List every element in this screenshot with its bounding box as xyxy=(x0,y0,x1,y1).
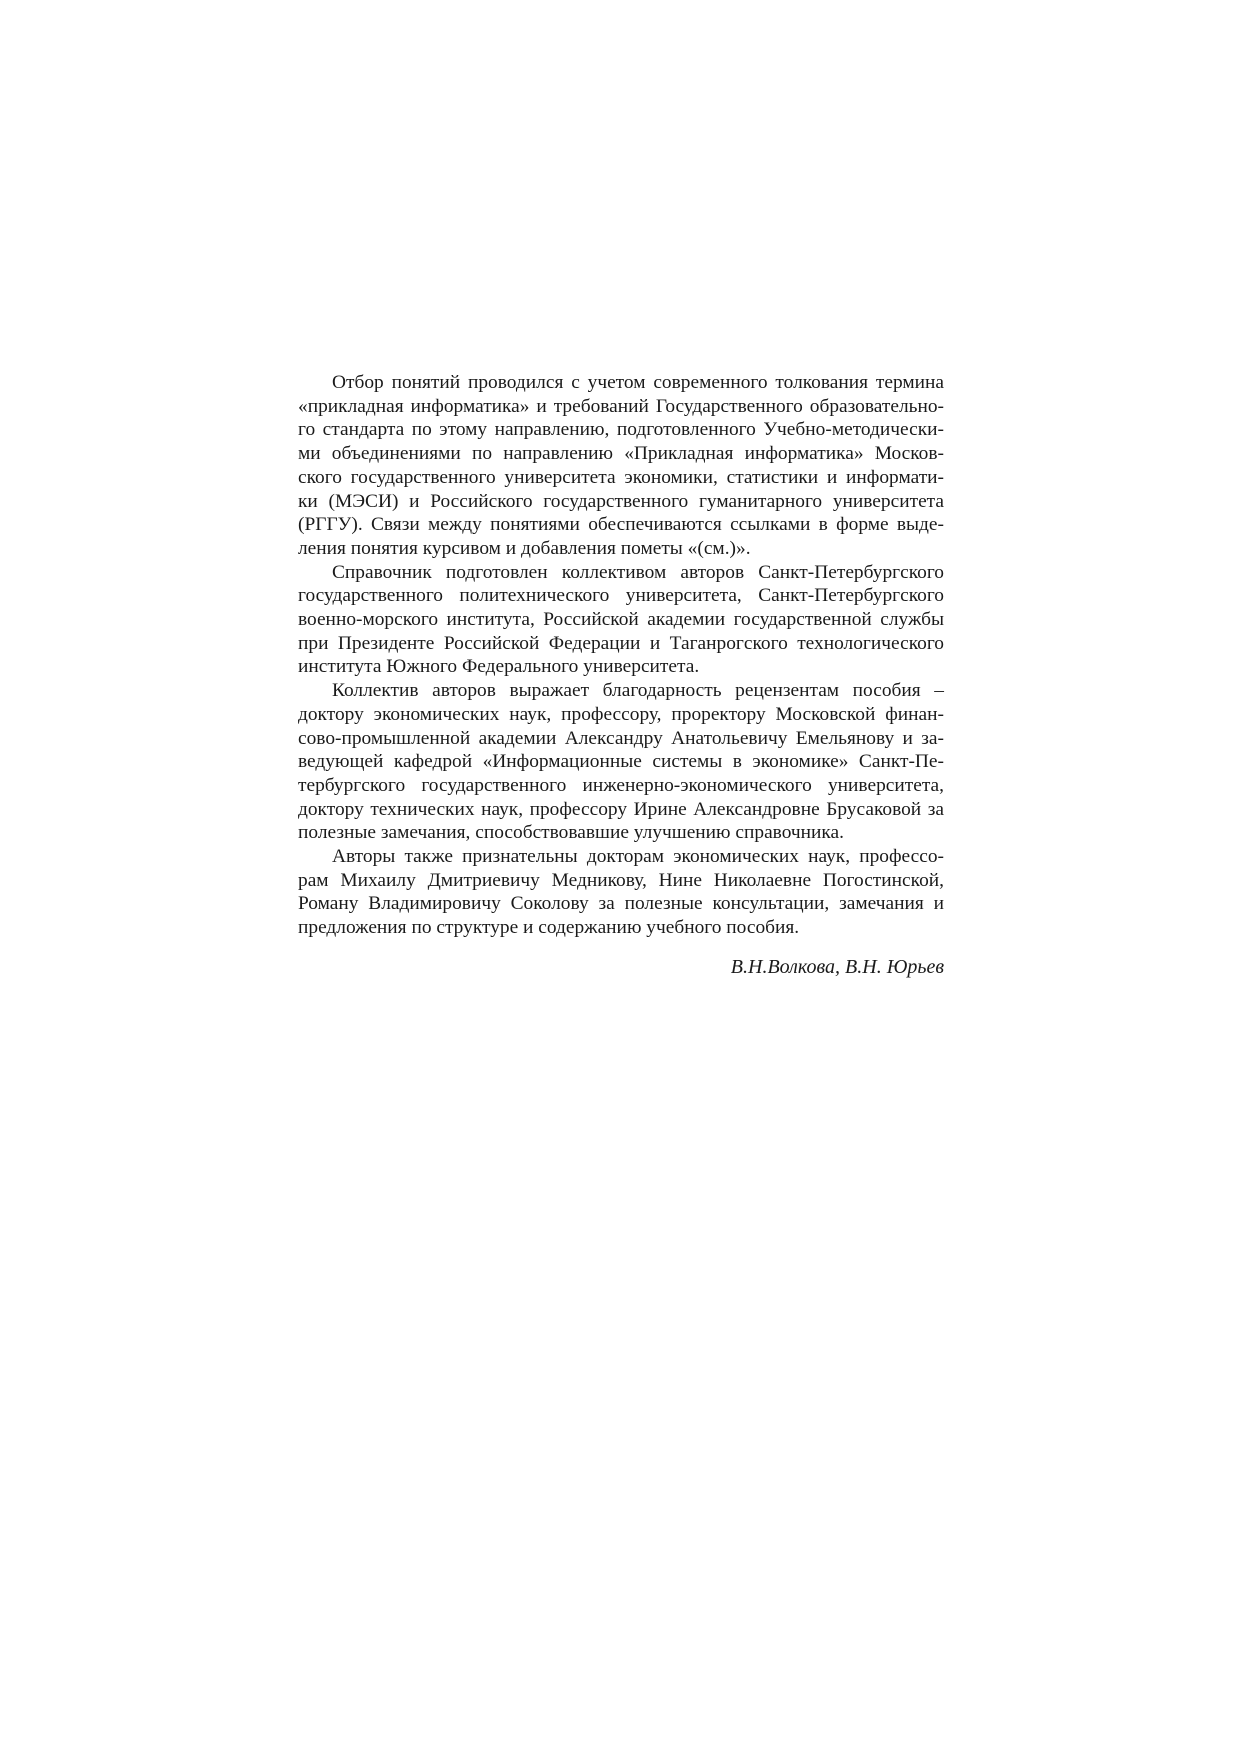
text-line: доктору технических наук, профессору Ирине Александровне Брусаковой за xyxy=(298,798,944,820)
text-line: полезные замечания, способствовавшие улучшению справочника. xyxy=(298,822,844,844)
text-line: ления понятия курсивом и добавления пометы «(см.)». xyxy=(298,537,751,559)
text-line: предложения по структуре и содержанию учебного пособия. xyxy=(298,917,800,939)
text-line: (РГГУ). Связи между понятиями обеспечиваются ссылками в форме выде- xyxy=(298,514,944,536)
text-line: ки (МЭСИ) и Российского государственного гуманитарного университета xyxy=(298,490,944,512)
text-line: при Президенте Российской Федерации и Таганрогского технологического xyxy=(298,632,944,654)
text-line: го стандарта по этому направлению, подготовленного Учебно-методически- xyxy=(298,419,944,441)
text-line: сово-промышленной академии Александру Анатольевичу Емельянову и за- xyxy=(298,727,944,749)
text-line: ми объединениями по направлению «Прикладная информатика» Москов- xyxy=(298,443,944,465)
paragraph-2 xyxy=(298,561,944,680)
text-line: Авторы также признательны докторам экономических наук, профессо- xyxy=(332,846,944,868)
paragraph-4 xyxy=(298,845,944,940)
text-line: тербургского государственного инженерно-экономического университета, xyxy=(298,774,944,796)
text-line: Справочник подготовлен коллективом авторов Санкт-Петербургского xyxy=(332,561,944,583)
text-line: института Южного Федерального университета. xyxy=(298,656,700,678)
text-line: военно-морского института, Российской академии государственной службы xyxy=(298,609,944,631)
body-text xyxy=(298,371,944,940)
text-line: ведующей кафедрой «Информационные системы в экономике» Санкт-Пе- xyxy=(298,751,944,773)
text-line: Роману Владимировичу Соколову за полезные консультации, замечания и xyxy=(298,893,944,915)
text-line: «прикладная информатика» и требований Государственного образовательно- xyxy=(298,395,944,417)
text-line: Отбор понятий проводился с учетом современного толкования термина xyxy=(332,372,944,393)
text-line: Коллектив авторов выражает благодарность рецензентам пособия – xyxy=(332,680,944,702)
paragraph-1 xyxy=(298,371,944,561)
paragraph-3 xyxy=(298,679,944,845)
authors-signature: В.Н.Волкова, В.Н. Юрьев xyxy=(730,956,944,978)
text-line: ского государственного университета экономики, статистики и информати- xyxy=(298,466,944,488)
text-line: государственного политехнического университета, Санкт-Петербургского xyxy=(298,585,944,607)
text-line: рам Михаилу Дмитриевичу Медникову, Нине Николаевне Погостинской, xyxy=(298,869,944,891)
text-line: доктору экономических наук, профессору, проректору Московской финан- xyxy=(298,703,944,725)
